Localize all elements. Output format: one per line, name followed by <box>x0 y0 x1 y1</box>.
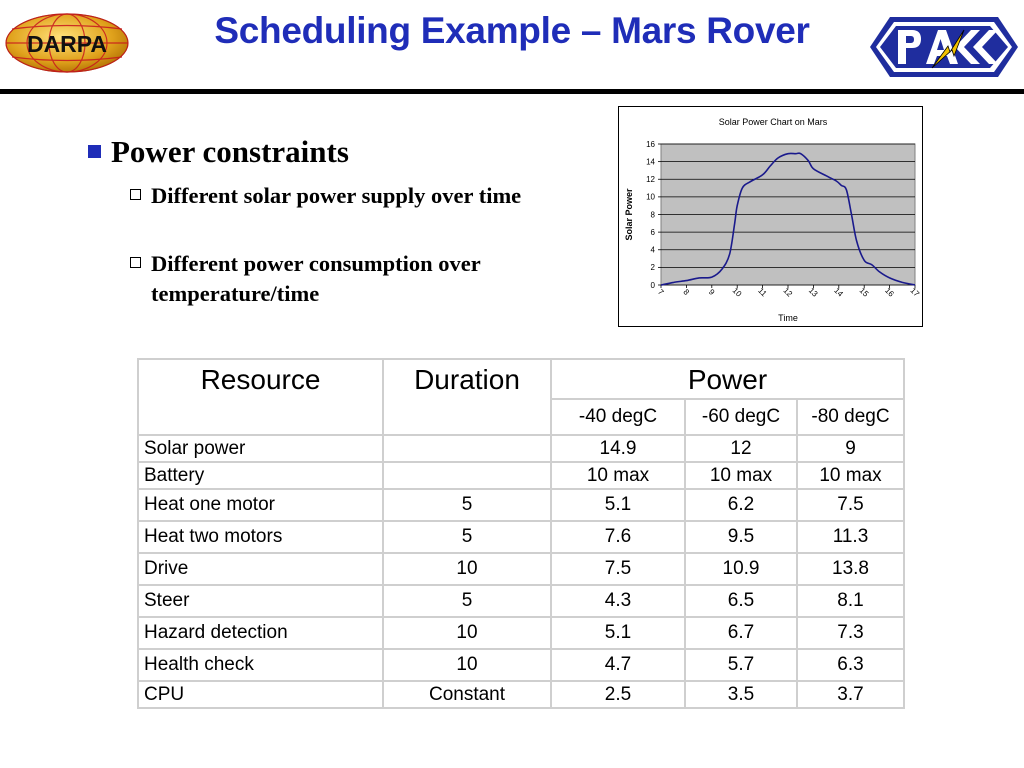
cell-duration: 10 <box>383 553 551 585</box>
chart-x-tick-label: 11 <box>756 286 769 299</box>
chart-x-tick-label: 17 <box>908 285 922 299</box>
cell-power-40: 2.5 <box>551 681 685 708</box>
cell-duration: 5 <box>383 585 551 617</box>
sub-bullet-solar <box>130 181 580 211</box>
cell-power-40: 7.6 <box>551 521 685 553</box>
cell-power-40: 14.9 <box>551 435 685 462</box>
cell-resource: Heat two motors <box>138 521 383 553</box>
chart-y-tick-label: 6 <box>650 227 655 237</box>
cell-duration: Constant <box>383 681 551 708</box>
sub-bullet-text: Different power consumption over temperature/time <box>151 251 481 306</box>
cell-power-60: 6.2 <box>685 489 797 521</box>
header-duration: Duration <box>383 359 551 435</box>
cell-resource: Hazard detection <box>138 617 383 649</box>
table-row <box>138 649 904 681</box>
chart-y-tick-label: 10 <box>646 192 655 202</box>
cell-duration: 10 <box>383 617 551 649</box>
chart-y-tick-label: 8 <box>650 210 655 220</box>
chart-x-tick-label: 13 <box>806 285 820 299</box>
sub-bullet-consumption <box>130 249 580 309</box>
chart-title: Solar Power Chart on Mars <box>718 117 828 127</box>
table-row <box>138 585 904 617</box>
table-row <box>138 681 904 708</box>
cell-power-80: 10 max <box>797 462 904 489</box>
cell-resource: Battery <box>138 462 383 489</box>
header-temp-80: -80 degC <box>797 399 904 435</box>
cell-duration <box>383 435 551 462</box>
header-power: Power <box>551 359 904 399</box>
hollow-square-bullet-icon <box>130 257 141 268</box>
bullet-power-constraints <box>88 134 349 170</box>
cell-duration: 5 <box>383 521 551 553</box>
table-row <box>138 435 904 462</box>
page-title: Scheduling Example – Mars Rover <box>214 10 810 51</box>
cell-power-80: 7.5 <box>797 489 904 521</box>
chart-x-tick-label: 9 <box>706 287 717 297</box>
cell-power-60: 10.9 <box>685 553 797 585</box>
chart-y-axis-label: Solar Power <box>624 188 634 241</box>
chart-y-tick-label: 0 <box>650 280 655 290</box>
cell-power-60: 6.7 <box>685 617 797 649</box>
pacc-logo-text: PACC <box>944 81 947 82</box>
cell-power-40: 5.1 <box>551 617 685 649</box>
table-row <box>138 553 904 585</box>
cell-power-60: 6.5 <box>685 585 797 617</box>
chart-x-tick-label: 8 <box>681 287 691 297</box>
header-resource: Resource <box>138 359 383 435</box>
table-row <box>138 462 904 489</box>
table-row <box>138 489 904 521</box>
cell-power-40: 10 max <box>551 462 685 489</box>
header-temp-60: -60 degC <box>685 399 797 435</box>
chart-x-axis-label: Time <box>778 313 798 323</box>
square-bullet-icon <box>88 145 101 158</box>
cell-resource: Heat one motor <box>138 489 383 521</box>
cell-power-60: 9.5 <box>685 521 797 553</box>
chart-x-tick-label: 12 <box>781 285 795 299</box>
chart-x-tick-label: 16 <box>883 285 896 299</box>
cell-power-60: 5.7 <box>685 649 797 681</box>
pacc-logo <box>868 12 1020 82</box>
cell-power-80: 11.3 <box>797 521 904 553</box>
cell-resource: Solar power <box>138 435 383 462</box>
table-row <box>138 617 904 649</box>
cell-resource: CPU <box>138 681 383 708</box>
header-divider <box>0 89 1024 94</box>
chart-x-tick-label: 14 <box>832 285 845 299</box>
cell-power-80: 13.8 <box>797 553 904 585</box>
chart-y-tick-label: 2 <box>650 263 655 273</box>
sub-bullet-text: Different solar power supply over time <box>151 183 522 208</box>
cell-resource: Health check <box>138 649 383 681</box>
darpa-logo-text: DARPA <box>26 31 108 57</box>
cell-power-60: 3.5 <box>685 681 797 708</box>
cell-power-40: 4.3 <box>551 585 685 617</box>
chart-x-tick-label: 10 <box>730 285 744 299</box>
hollow-square-bullet-icon <box>130 189 141 200</box>
solar-power-chart <box>618 106 923 327</box>
chart-svg <box>619 107 922 326</box>
cell-power-80: 7.3 <box>797 617 904 649</box>
resource-table <box>137 358 905 709</box>
cell-power-80: 9 <box>797 435 904 462</box>
header-temp-40: -40 degC <box>551 399 685 435</box>
cell-power-40: 4.7 <box>551 649 685 681</box>
cell-power-80: 8.1 <box>797 585 904 617</box>
chart-y-tick-label: 14 <box>646 157 655 167</box>
cell-power-60: 12 <box>685 435 797 462</box>
chart-y-tick-label: 12 <box>646 175 655 185</box>
table-row <box>138 521 904 553</box>
chart-x-tick-label: 15 <box>857 285 871 299</box>
cell-resource: Drive <box>138 553 383 585</box>
table-header-row <box>138 359 904 399</box>
cell-duration: 5 <box>383 489 551 521</box>
cell-power-40: 7.5 <box>551 553 685 585</box>
chart-y-tick-label: 4 <box>650 245 655 255</box>
cell-power-80: 3.7 <box>797 681 904 708</box>
cell-power-80: 6.3 <box>797 649 904 681</box>
chart-x-tick-label: 7 <box>656 287 666 297</box>
bullet-main-text: Power constraints <box>111 134 349 169</box>
cell-duration <box>383 462 551 489</box>
cell-duration: 10 <box>383 649 551 681</box>
cell-power-40: 5.1 <box>551 489 685 521</box>
cell-resource: Steer <box>138 585 383 617</box>
chart-y-tick-label: 16 <box>646 139 655 149</box>
cell-power-60: 10 max <box>685 462 797 489</box>
